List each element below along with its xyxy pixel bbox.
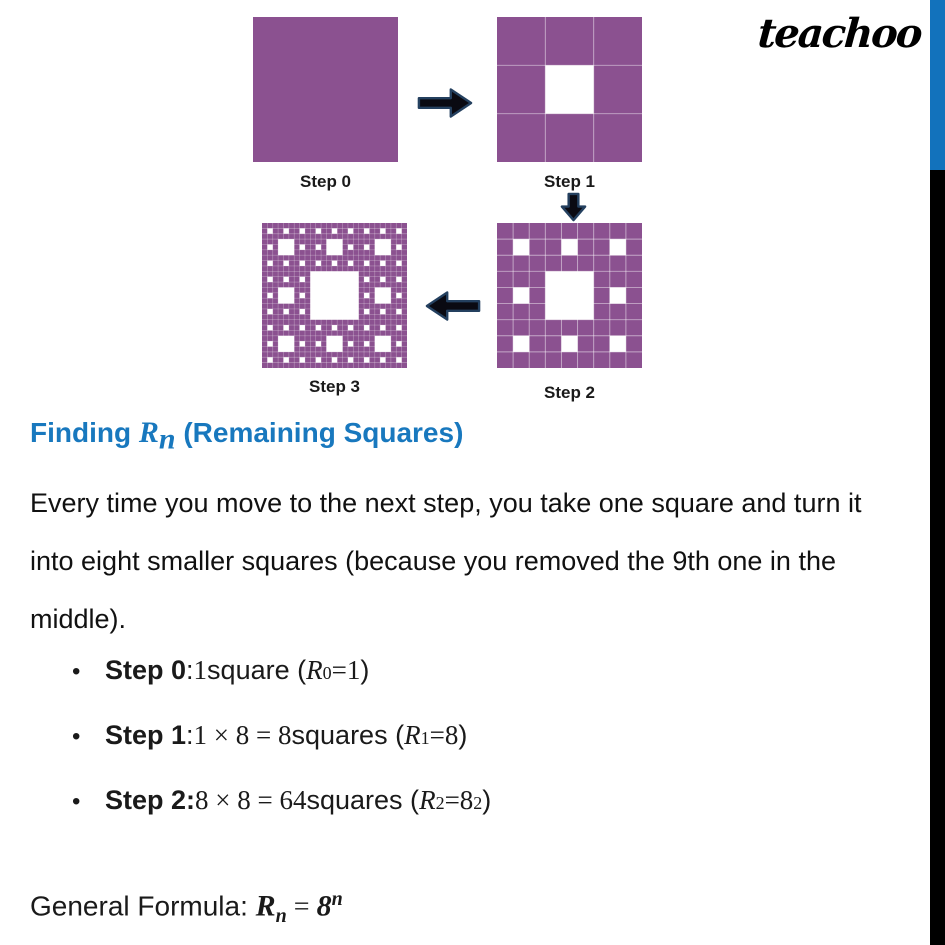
sierpinski-step-2 xyxy=(497,223,642,368)
bullet-close: ) xyxy=(458,720,468,750)
sierpinski-step-3 xyxy=(262,223,407,368)
bullet-eq: = xyxy=(429,720,445,750)
bullet-close: ) xyxy=(360,655,370,685)
bullet-value: 8 xyxy=(459,785,474,815)
bullet-math-r: R xyxy=(404,720,421,750)
bullet-eq: = xyxy=(444,785,460,815)
caption-step-0: Step 0 xyxy=(299,172,352,191)
formula-base: 8 xyxy=(316,889,332,923)
arrow-right-icon xyxy=(416,85,474,121)
paragraph-line: Every time you move to the next step, you take one square and turn it xyxy=(30,488,862,518)
formula-math-r: R xyxy=(255,889,276,923)
list-item xyxy=(30,785,491,850)
list-item xyxy=(30,720,491,785)
sierpinski-step-0 xyxy=(253,17,398,162)
bullet-math-sub: 1 xyxy=(420,728,430,748)
bullet-step-label: Step 2: xyxy=(105,785,196,815)
caption-step-2: Step 2 xyxy=(543,383,596,402)
formula-math-sub: n xyxy=(275,904,287,927)
body-paragraph xyxy=(30,474,945,648)
arrow-left-icon xyxy=(424,288,482,324)
bullet-count: 1 × 8 = 8 xyxy=(193,720,292,750)
formula-prefix: General Formula: xyxy=(30,890,256,922)
accent-bar-blue xyxy=(930,0,945,170)
bullet-step-label: Step 0 xyxy=(105,655,187,685)
bullet-eq: = xyxy=(331,655,347,685)
bullet-count: 8 × 8 = 64 xyxy=(195,785,307,815)
bullet-icon: • xyxy=(72,658,81,685)
teachoo-logo: teachoo xyxy=(756,10,923,57)
paragraph-line: into eight smaller squares (because you removed the 9th one in the xyxy=(30,546,836,576)
accent-bar-black xyxy=(930,170,945,945)
bullet-step-label: Step 1 xyxy=(105,720,187,750)
heading-prefix: Finding xyxy=(30,417,139,448)
caption-step-3: Step 3 xyxy=(308,377,361,396)
bullet-value: 8 xyxy=(444,720,459,750)
bullet-noun: squares ( xyxy=(306,785,420,815)
bullet-value: 1 xyxy=(346,655,361,685)
heading-math-sub: n xyxy=(158,422,176,456)
bullet-math-sub: 0 xyxy=(322,663,332,683)
bullet-icon: • xyxy=(72,723,81,750)
bullet-noun: squares ( xyxy=(291,720,405,750)
bullet-colon: : xyxy=(186,720,194,750)
bullet-noun: square ( xyxy=(207,655,307,685)
bullet-close: ) xyxy=(482,785,492,815)
formula-eq: = xyxy=(286,891,317,923)
heading-math-r: R xyxy=(138,416,159,449)
sierpinski-step-1 xyxy=(497,17,642,162)
bullet-icon: • xyxy=(72,788,81,815)
paragraph-line: middle). xyxy=(30,604,127,634)
section-heading xyxy=(30,416,463,457)
bullet-math-sub: 2 xyxy=(435,793,445,813)
bullet-list xyxy=(30,655,491,850)
bullet-math-r: R xyxy=(419,785,436,815)
list-item xyxy=(30,655,491,720)
bullet-colon: : xyxy=(186,655,194,685)
bullet-value-sup: 2 xyxy=(473,793,483,813)
general-formula xyxy=(30,888,343,928)
formula-exponent: n xyxy=(331,888,343,910)
caption-step-1: Step 1 xyxy=(543,172,596,191)
bullet-math-r: R xyxy=(306,655,323,685)
heading-suffix: (Remaining Squares) xyxy=(175,417,464,448)
arrow-down-icon xyxy=(558,192,589,223)
bullet-count: 1 xyxy=(193,655,208,685)
